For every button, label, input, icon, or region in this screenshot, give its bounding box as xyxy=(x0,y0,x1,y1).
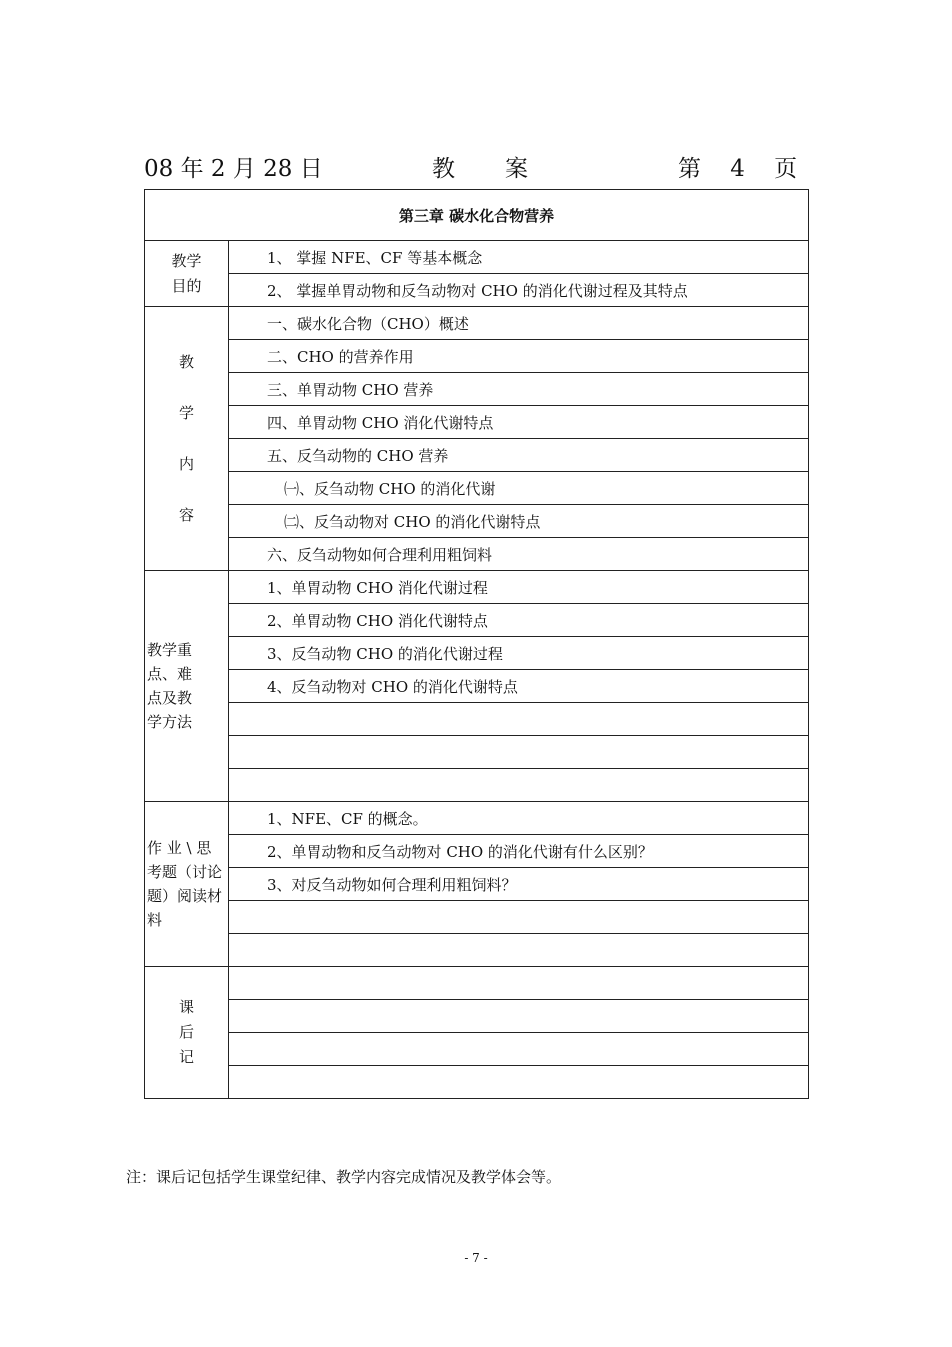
chapter-title: 第三章 碳水化合物营养 xyxy=(145,190,809,241)
objective-item: 2、 掌握单胃动物和反刍动物对 CHO 的消化代谢过程及其特点 xyxy=(229,274,809,307)
homework-item: 1、NFE、CF 的概念。 xyxy=(229,802,809,835)
content-item: 一、碳水化合物（CHO）概述 xyxy=(229,307,809,340)
content-item: 三、单胃动物 CHO 营养 xyxy=(229,373,809,406)
page-number: - 7 - xyxy=(464,1251,488,1265)
homework-item: 3、对反刍动物如何合理利用粗饲料？ xyxy=(229,868,809,901)
objectives-label-line: 目的 xyxy=(171,276,202,295)
header-title: 教案 xyxy=(432,156,578,182)
afterword-line xyxy=(229,1000,809,1033)
key-point-item: 1、单胃动物 CHO 消化代谢过程 xyxy=(229,571,809,604)
content-item: 六、反刍动物如何合理利用粗饲料 xyxy=(229,538,809,571)
key-point-item xyxy=(229,736,809,769)
objectives-label-line: 教学 xyxy=(171,251,202,270)
key-point-item xyxy=(229,769,809,802)
content-label-char: 学 xyxy=(178,403,194,422)
objectives-label xyxy=(145,241,229,307)
content-subitem: ㈠、反刍动物 CHO 的消化代谢 xyxy=(229,472,809,505)
afterword-line xyxy=(229,1066,809,1099)
header-page-no: 4 xyxy=(730,156,745,182)
afterword-label-char: 后 xyxy=(178,1023,194,1041)
key-points-label-line: 学方法 xyxy=(147,713,193,731)
key-point-item: 2、单胃动物 CHO 消化代谢特点 xyxy=(229,604,809,637)
document-header xyxy=(144,150,808,184)
key-point-item: 3、反刍动物 CHO 的消化代谢过程 xyxy=(229,637,809,670)
homework-label-line: 料 xyxy=(147,911,163,929)
afterword-line xyxy=(229,967,809,1000)
content-label-char: 容 xyxy=(178,505,194,524)
homework-label-line: 作 业 \ 思 xyxy=(147,839,212,857)
homework-label-line: 考题（讨论 xyxy=(147,863,223,881)
homework-item xyxy=(229,901,809,934)
homework-item xyxy=(229,934,809,967)
content-label-char: 教 xyxy=(178,352,194,371)
key-points-label-line: 点、难 xyxy=(147,665,193,683)
afterword-line xyxy=(229,1033,809,1066)
afterword-label xyxy=(145,967,229,1099)
homework-label xyxy=(145,802,229,967)
content-item: 四、单胃动物 CHO 消化代谢特点 xyxy=(229,406,809,439)
afterword-label-char: 课 xyxy=(178,998,194,1016)
key-points-label xyxy=(145,571,229,802)
header-page-suffix: 页 xyxy=(774,156,798,182)
footnote: 注：课后记包括学生课堂纪律、教学内容完成情况及教学体会等。 xyxy=(126,1168,562,1186)
content-label-char: 内 xyxy=(178,454,194,473)
header-page xyxy=(678,150,797,183)
header-page-prefix: 第 xyxy=(678,156,701,182)
key-point-item xyxy=(229,703,809,736)
key-point-item: 4、反刍动物对 CHO 的消化代谢特点 xyxy=(229,670,809,703)
content-item: 五、反刍动物的 CHO 营养 xyxy=(229,439,809,472)
homework-label-line: 题）阅读材 xyxy=(147,887,223,905)
key-points-label-line: 教学重 xyxy=(147,641,193,659)
objective-item: 1、 掌握 NFE、CF 等基本概念 xyxy=(229,241,809,274)
content-item: 二、CHO 的营养作用 xyxy=(229,340,809,373)
afterword-label-char: 记 xyxy=(178,1048,194,1066)
content-label xyxy=(145,307,229,571)
content-subitem: ㈡、反刍动物对 CHO 的消化代谢特点 xyxy=(229,505,809,538)
homework-item: 2、单胃动物和反刍动物对 CHO 的消化代谢有什么区别？ xyxy=(229,835,809,868)
header-date: 08 年 2 月 28 日 xyxy=(144,156,323,182)
key-points-label-line: 点及教 xyxy=(147,689,193,707)
lesson-plan-table xyxy=(144,189,809,1099)
